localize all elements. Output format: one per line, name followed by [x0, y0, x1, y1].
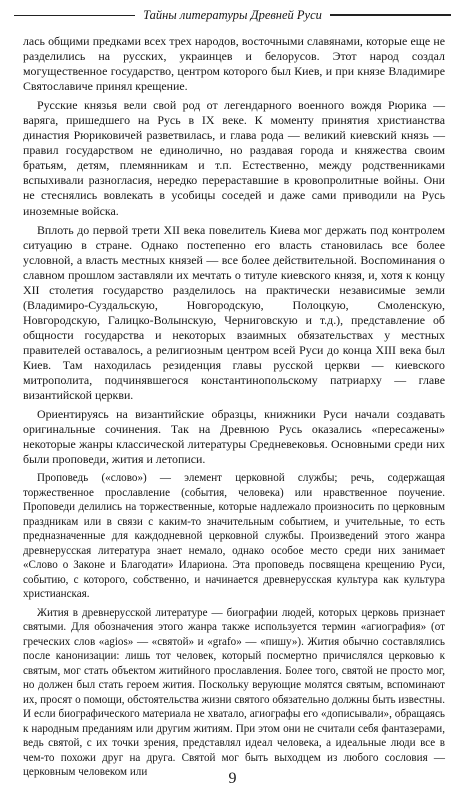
paragraph-1: лась общими предками всех трех народов, восточными славянами, которые еще не разделились на русских, украинцев и белорусов. Этот народ создал могущественное государство, центром которого был Киев, и при князе Владимире Святославиче принял крещение.	[23, 34, 445, 94]
header-rule-left	[14, 15, 135, 16]
paragraph-2: Русские князья вели свой род от легендарного военного вождя Рюрика — варяга, пришедшего на Русь в IX веке. К моменту принятия христианства династия Рюриковичей разветвилась, и глава рода — великий киевский князь — правил государством не единолично, но раздавая города и княжества своим братьям, детям, племянникам и т.п. Естественно, между родственниками вспыхивали разногласия, нередко перераставшие в кровопролитные войны. Они не стеснялись вовлекать в усобицы соседей и даже сами приводили на Русь иноземные войска.	[23, 98, 445, 218]
header-rule-right	[330, 14, 451, 16]
paragraph-6: Жития в древнерусской литературе — биографии людей, которых церковь признает святыми. Для обозначения этого жанра также используется термин «агиография» (от греческих слов «agios» — «святой» и «grafo» — «пишу»). Жития обычно составлялись после канонизации: лишь тот человек, который посмертно причислялся церковью к святым, мог стать объектом житийного прославления. Более того, святой не просто мог, но должен был стать героем жития. Поскольку верующие молятся святым, вспоминают их, просят о помощи, обстоятельства жизни святого обязательно должны быть известны. И если биографического материала не хватало, агиографы его «дописывали», обращаясь к народным преданиям или другим житиям. При этом они не считали себя фантазерами, ведь святой, с их точки зрения, представлял идеал человека, а идеальные люди все в чем-то похожи друг на друга. Святой мог быть выходцем из любого сословия — церковным человеком или	[23, 606, 445, 779]
header-title: Тайны литературы Древней Руси	[143, 7, 322, 22]
running-header	[14, 6, 451, 24]
paragraph-5: Проповедь («слово») — элемент церковной службы; речь, содержащая торжественное прославление (события, человека) или нравственное поучение. Проповеди делились на торжественные, которые надлежало произносить по церковным праздникам или в связи с каким-то значительным событием, и учительные, то есть предназначенные для каждодневной церковной службы. Произведений этого жанра древнерусская литература знает немало, однако особое место среди них занимает «Слово о Законе и Благодати» Илариона. Эта проповедь посвящена крещению Руси, событию, с которого, собственно, и начинается древнерусская культура как культура христианская.	[23, 472, 445, 601]
paragraph-3: Вплоть до первой трети XII века повелитель Киева мог держать под контролем ситуацию в стране. Однако постепенно его власть становилась все более условной, а власть местных князей — все более действительной. Воспоминания о славном прошлом заставляли их мечтать о титуле киевского князя, и, хотя к концу XII столетия государство разделилось на практически независимые земли (Владимиро-Суздальскую, Новгородскую, Полоцкую, Смоленскую, Новгородскую, Галицко-Волынскую, Черниговскую и т.д.), представление об общности государства и некоторых взаимных обязательствах у местных правителей оставалось, а религиозным центром всей Руси до конца XIII века был Киев. Там находилась резиденция главы русской церкви — киевского митрополита, подчинявшегося константинопольскому патриарху — главе византийской церкви.	[23, 222, 445, 403]
body-text	[23, 34, 445, 784]
paragraph-4: Ориентируясь на византийские образцы, книжники Руси начали создавать оригинальные сочинения. Так на Древнюю Русь оказались «пересажены» некоторые жанры классической литературы Средневековья. Основными среди них были проповеди, жития и летописи.	[23, 407, 445, 467]
page-number: 9	[228, 770, 237, 787]
